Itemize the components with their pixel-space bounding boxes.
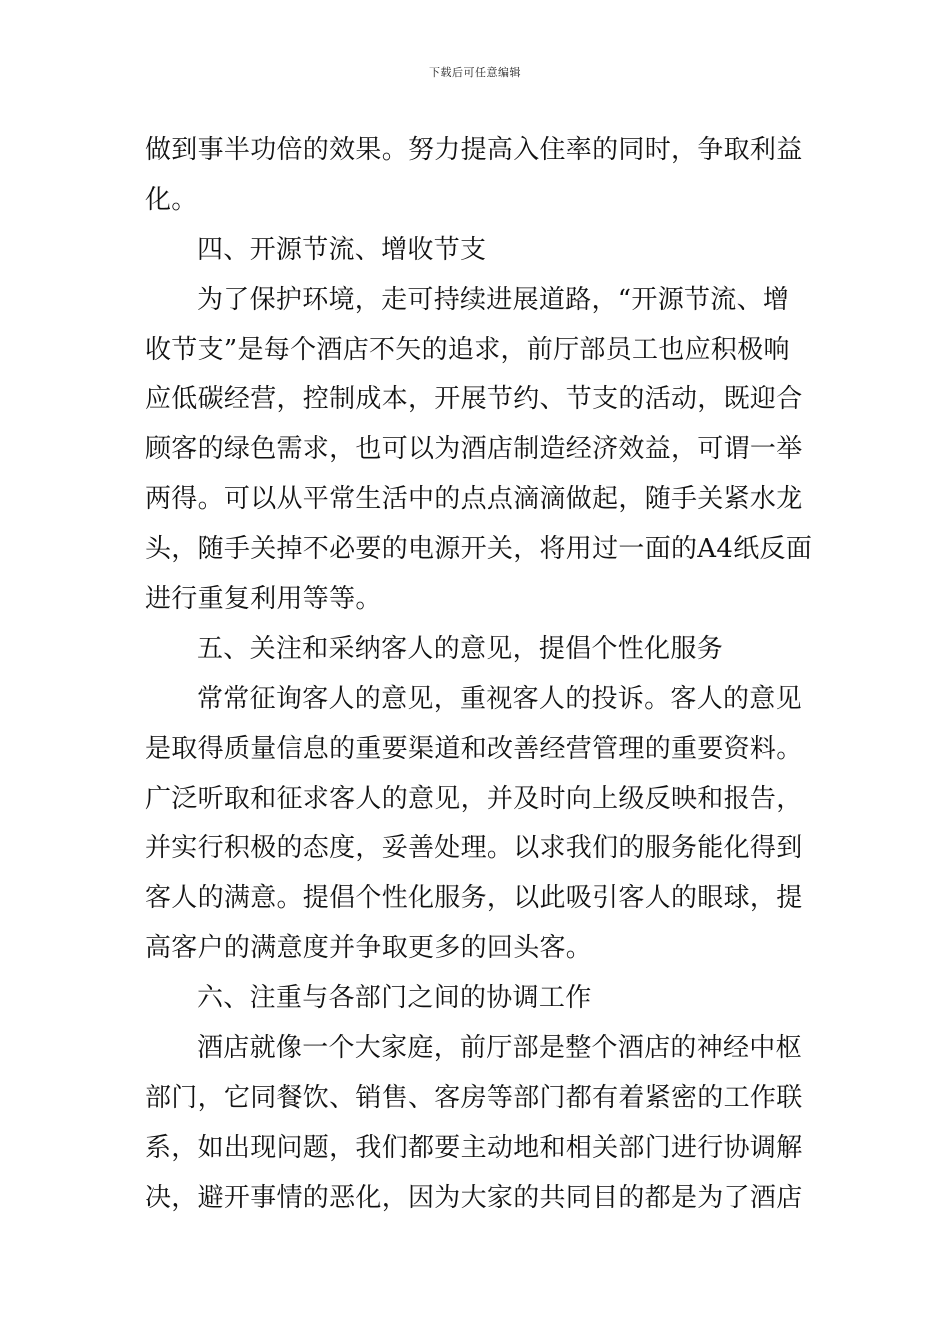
section-heading: 六、注重与各部门之间的协调工作 <box>197 983 592 1014</box>
paragraph-first-line: 常常征询客人的意见，重视客人的投诉。客人的意见 <box>197 683 802 714</box>
text-line: 并实行积极的态度，妥善处理。以求我们的服务能化得到 <box>145 833 803 864</box>
text-line: 是取得质量信息的重要渠道和改善经营管理的重要资料。 <box>145 733 803 764</box>
text-line: 收节支”是每个酒店不矢的追求，前厅部员工也应积极响 <box>145 334 790 365</box>
text-line: 决，避开事情的恶化，因为大家的共同目的都是为了酒店 <box>145 1182 803 1213</box>
text-line: 做到事半功倍的效果。努力提高入住率的同时，争取利益 <box>145 135 803 165</box>
section-heading: 五、关注和采纳客人的意见，提倡个性化服务 <box>197 633 724 664</box>
text-line: 两得。可以从平常生活中的点点滴滴做起，随手关紧水龙 <box>145 484 803 515</box>
text-line: 顾客的绿色需求，也可以为酒店制造经济效益，可谓一举 <box>145 434 803 465</box>
text-line: 化。 <box>145 184 198 215</box>
text-line: 客人的满意。提倡个性化服务，以此吸引客人的眼球，提 <box>145 883 803 914</box>
paragraph-first-line: 酒店就像一个大家庭，前厅部是整个酒店的神经中枢 <box>197 1033 802 1064</box>
paragraph-first-line: 为了保护环境，走可持续进展道路，“开源节流、增 <box>197 284 790 315</box>
text-line: 应低碳经营，控制成本，开展节约、节支的活动，既迎合 <box>145 384 803 415</box>
text-line: 高客户的满意度并争取更多的回头客。 <box>145 933 593 964</box>
text-line: 部门，它同餐饮、销售、客房等部门都有着紧密的工作联 <box>145 1082 803 1113</box>
text-line: 广泛听取和征求客人的意见，并及时向上级反映和报告， <box>145 783 803 814</box>
text-line: 进行重复利用等等。 <box>145 584 382 615</box>
text-line: 头，随手关掉不必要的电源开关，将用过一面的A4纸反面 <box>145 534 813 565</box>
text-line: 系，如出现问题，我们都要主动地和相关部门进行协调解 <box>145 1132 803 1163</box>
page-header: 下载后可任意编辑 <box>429 66 521 79</box>
section-heading: 四、开源节流、增收节支 <box>197 234 487 265</box>
document-body <box>145 126 813 1224</box>
